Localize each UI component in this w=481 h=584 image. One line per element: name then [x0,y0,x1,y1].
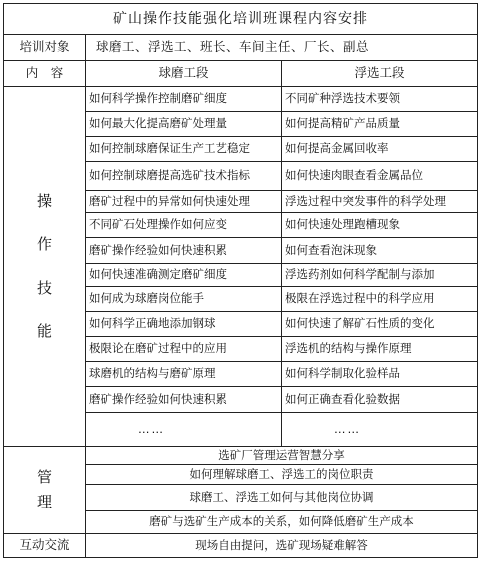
course-table [3,3,478,558]
management-topic: 如何理解球磨工、浮选工的岗位职责 [86,465,478,485]
flotation-topic: 浮选机的结构与操作原理 [282,337,478,362]
ball-mill-topic: 球磨机的结构与磨矿原理 [86,362,282,387]
flotation-topic: 如何快速了解矿石性质的变化 [282,312,478,337]
ball-mill-topic: 磨矿操作经验如何快速积累 [86,238,282,264]
flotation-topic: 浮选药剂如何科学配制与添加 [282,264,478,287]
management-topic: 磨矿与选矿生产成本的关系，如何降低磨矿生产成本 [86,511,478,534]
more-topics-ellipsis: …… [282,413,478,447]
ball-mill-topic: 如何最大化提高磨矿处理量 [86,112,282,137]
management-row [4,447,478,465]
flotation-topic: 如何正确查看化验数据 [282,387,478,413]
ball-mill-topic: 如何控制球磨保证生产工艺稳定 [86,137,282,162]
flotation-topic: 不同矿种浮选技术要领 [282,87,478,112]
document-title: 矿山操作技能强化培训班课程内容安排 [4,4,478,35]
skills-label-char: 操 [36,192,52,210]
target-row [4,35,478,61]
target-value: 球磨工、浮选工、班长、车间主任、厂长、副总 [86,35,478,61]
ball-mill-topic: 磨矿操作经验如何快速积累 [86,387,282,413]
ball-mill-topic: 不同矿石处理操作如何应变 [86,213,282,238]
flotation-topic: 如何快速肉眼查看金属品位 [282,162,478,191]
content-header-row [4,61,478,87]
management-section-label [4,447,86,534]
flotation-topic: 如何查看泡沫现象 [282,238,478,264]
content-label: 内 容 [4,61,86,87]
flotation-topic: 如何科学制取化验样品 [282,362,478,387]
ball-mill-topic: 如何科学操作控制磨矿细度 [86,87,282,112]
flotation-topic: 如何提高金属回收率 [282,137,478,162]
exchange-row [4,534,478,558]
ball-mill-topic: 如何科学正确地添加钢球 [86,312,282,337]
ball-mill-section-header: 球磨工段 [86,61,282,87]
ball-mill-topic: 磨矿过程中的异常如何快速处理 [86,191,282,213]
flotation-topic: 极限在浮选过程中的科学应用 [282,287,478,312]
skills-section-label [4,87,86,447]
skills-label-char: 能 [36,321,52,340]
skills-label-char: 作 [36,235,52,254]
more-topics-ellipsis: …… [86,413,282,447]
management-label-char: 管 [36,467,52,486]
ball-mill-topic: 如何成为球磨岗位能手 [86,287,282,312]
target-label: 培训对象 [4,35,86,61]
ball-mill-topic: 如何快速准确测定磨矿细度 [86,264,282,287]
title-row [4,4,478,35]
flotation-section-header: 浮选工段 [282,61,478,87]
exchange-label: 互动交流 [4,534,86,558]
flotation-topic: 如何快速处理跑槽现象 [282,213,478,238]
ball-mill-topic: 如何控制球磨提高选矿技术指标 [86,162,282,191]
management-topic: 球磨工、浮选工如何与其他岗位协调 [86,485,478,511]
exchange-value: 现场自由提问，选矿现场疑难解答 [86,534,478,558]
flotation-topic: 浮选过程中突发事件的科学处理 [282,191,478,213]
management-label-char: 理 [36,493,52,511]
flotation-topic: 如何提高精矿产品质量 [282,112,478,137]
skill-row [4,87,478,112]
management-topic: 选矿厂管理运营智慧分享 [86,447,478,465]
ball-mill-topic: 极限论在磨矿过程中的应用 [86,337,282,362]
skills-label-char: 技 [36,278,52,297]
